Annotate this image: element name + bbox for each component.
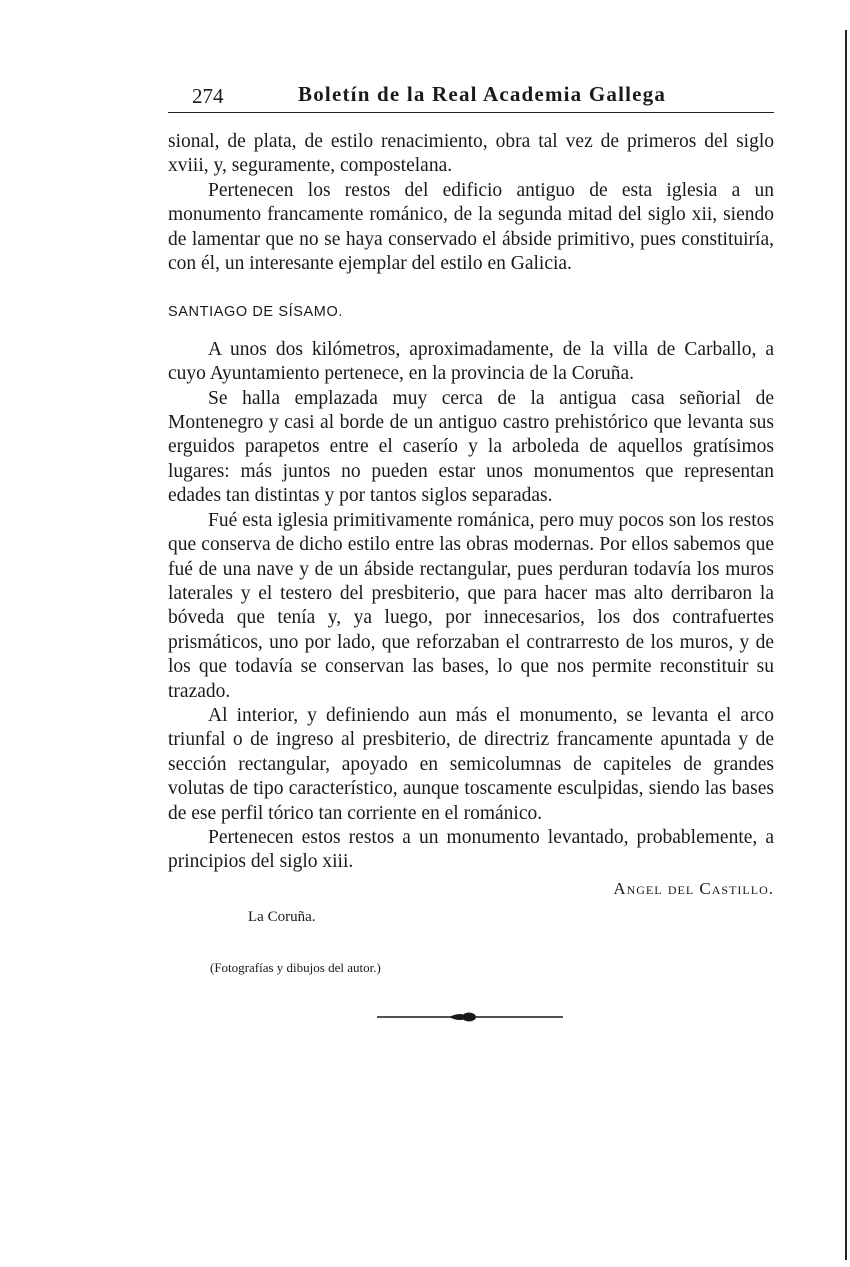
paragraph-continuation: sional, de plata, de estilo renacimiento, obra tal vez de primeros del siglo xviii, y, seguramente, compostelana. [168,131,774,177]
author-signature: Angel del Castillo. [613,878,774,898]
paragraph: Al interior, y definiendo aun más el monumento, se levanta el arco triunfal o de ingreso al presbiterio, de directriz francamente apuntada y de sección rectangular, apoyado en semicolumnas de capiteles de grandes volutas de tipo característico, aunque toscamente esculpidas, siendo las bases de ese perfil tórico tan corriente en el románico. [168,704,774,824]
photo-credits: (Fotografías y dibujos del autor.) [210,959,381,975]
section-heading: SANTIAGO DE SÍSAMO. [168,304,343,321]
page-edge-line [845,30,847,1260]
paragraph: A unos dos kilómetros, aproximadamente, de la villa de Carballo, a cuyo Ayuntamiento pertenece, en la provincia de la Coruña. [168,338,774,385]
ornament-center [462,1013,476,1022]
place-line: La Coruña. [248,909,316,926]
tail-piece-ornament [377,1011,563,1023]
running-title: Boletín de la Real Academia Gallega [298,82,667,106]
article-body [168,130,774,980]
paragraph: Fué esta iglesia primitivamente románica, pero muy pocos son los restos que conserva de dicho estilo entre las obras modernas. Por ellos sabemos que fué de una nave y de un ábside rectangular, pues perduran todavía los muros laterales y el testero del presbiterio, que para hacer mas alto derribaron la bóveda que tenía y, ya luego, por innecesarios, los dos contrafuertes prismáticos, uno por lado, que reforzaban el contrarresto de los muros, y de los que todavía se conservan las bases, lo que nos permite reconstituir su trazado. [168,509,774,702]
page-number: 274 [192,84,224,108]
paragraph: Pertenecen los restos del edificio antiguo de esta iglesia a un monumento francamente románico, de la segunda mitad del siglo xii, siendo de lamentar que no se haya conservado el ábside primitivo, pues constituiría, con él, un interesante ejemplar del estilo en Galicia. [168,179,774,275]
paragraph: Pertenecen estos restos a un monumento levantado, probablemente, a principios del siglo xiii. [168,826,774,873]
page-header [168,78,774,113]
paragraph: Se halla emplazada muy cerca de la antigua casa señorial de Montenegro y casi al borde de un antiguo castro prehistórico que levanta sus erguidos parapetos entre el caserío y la arboleda de aquellos gratísimos lugares: más juntos no pueden estar unos monumentos que representan edades tan distintas y por tantos siglos separadas. [168,387,774,507]
